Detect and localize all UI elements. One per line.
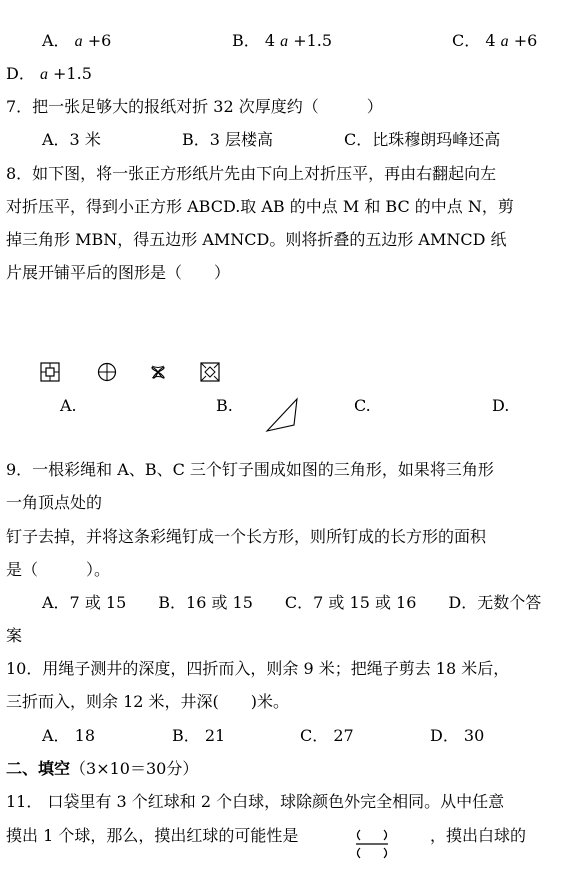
- q6-option-c-rest: +6: [508, 31, 538, 50]
- q8-option-d: D.: [492, 396, 510, 415]
- q6-option-d-rest: +1.5: [47, 64, 92, 83]
- q11-line-2a: 摸出 1 个球，那么，摸出红球的可能性是: [6, 826, 299, 845]
- q7-option-c: C．比珠穆朗玛峰还高: [344, 130, 501, 149]
- q8-line-3: 掉三角形 MBN，得五边形 AMNCD。则将折叠的五边形 AMNCD 纸: [6, 230, 507, 249]
- q6-option-c-label: C． 4: [452, 31, 496, 50]
- q8-line-4: 片展开铺平后的图形是（ ）: [6, 263, 231, 282]
- q6-option-a-label: A．: [42, 31, 70, 50]
- four-petal-icon: [148, 362, 168, 382]
- square-diamond-icon: [200, 362, 220, 382]
- section-score: （3×10＝30分）: [70, 759, 199, 778]
- q10-option-c: C． 27: [300, 726, 354, 745]
- q6-option-c-var: a: [500, 33, 509, 50]
- q7-option-b: B．3 层楼高: [182, 130, 274, 149]
- q6-option-a-var: a: [74, 33, 83, 50]
- q6-option-b-var: a: [280, 33, 289, 50]
- q8-line-1: 8．如下图，将一张正方形纸片先由下向上对折压平，再由右翻起向左: [6, 164, 497, 183]
- q6-option-d: [6, 63, 92, 85]
- q8-option-c: C.: [354, 396, 371, 415]
- q9-line-4: 是（ ）。: [6, 560, 111, 579]
- q7-option-a: A．3 米: [42, 130, 101, 149]
- q6-option-c: [452, 30, 537, 52]
- q6-option-a-rest: +6: [82, 31, 112, 50]
- q6-option-b: [232, 30, 332, 52]
- triangle-figure: [264, 396, 300, 434]
- q10-option-d: D． 30: [430, 726, 485, 745]
- q9-line-1: 9．一根彩绳和 A、B、C 三个钉子围成如图的三角形，如果将三角形: [6, 460, 494, 479]
- q10-line-1: 10．用绳子测井的深度，四折而入，则余 9 米；把绳子剪去 18 米后，: [6, 659, 510, 678]
- circle-cross-icon: [97, 362, 117, 382]
- q6-option-d-var: a: [39, 66, 48, 83]
- q8-option-a: A.: [60, 396, 77, 415]
- fraction-blank-icon: [352, 822, 392, 866]
- q9-line-2: 一角顶点处的: [6, 493, 103, 512]
- q6-option-b-rest: +1.5: [288, 31, 333, 50]
- section-heading: [6, 758, 198, 780]
- q10-line-2: 三折而入，则余 12 米，井深( )米。: [6, 692, 290, 711]
- square-in-square-icon: [40, 362, 60, 382]
- q6-option-a: [42, 30, 111, 52]
- q10-option-b: B． 21: [172, 726, 226, 745]
- q6-option-d-label: D．: [6, 64, 35, 83]
- q11-line-2b: ，摸出白球的: [430, 826, 527, 845]
- q8-option-b: B.: [216, 396, 233, 415]
- q9-options: A．7 或 15 B．16 或 15 C．7 或 15 或 16 D．无数个答: [42, 593, 542, 612]
- q8-line-2: 对折压平，得到小正方形 ABCD.取 AB 的中点 M 和 BC 的中点 N，剪: [6, 197, 514, 216]
- q11-line-1: 11． 口袋里有 3 个红球和 2 个白球，球除颜色外完全相同。从中任意: [6, 792, 505, 811]
- q7-stem: 7．把一张足够大的报纸对折 32 次厚度约（ ）: [6, 97, 383, 116]
- q9-options-wrap: 案: [6, 626, 23, 645]
- q6-option-b-label: B． 4: [232, 31, 276, 50]
- q10-option-a: A． 18: [42, 726, 96, 745]
- section-title: 二、填空: [6, 759, 71, 778]
- q9-line-3: 钉子去掉，并将这条彩绳钉成一个长方形，则所钉成的长方形的面积: [6, 527, 487, 546]
